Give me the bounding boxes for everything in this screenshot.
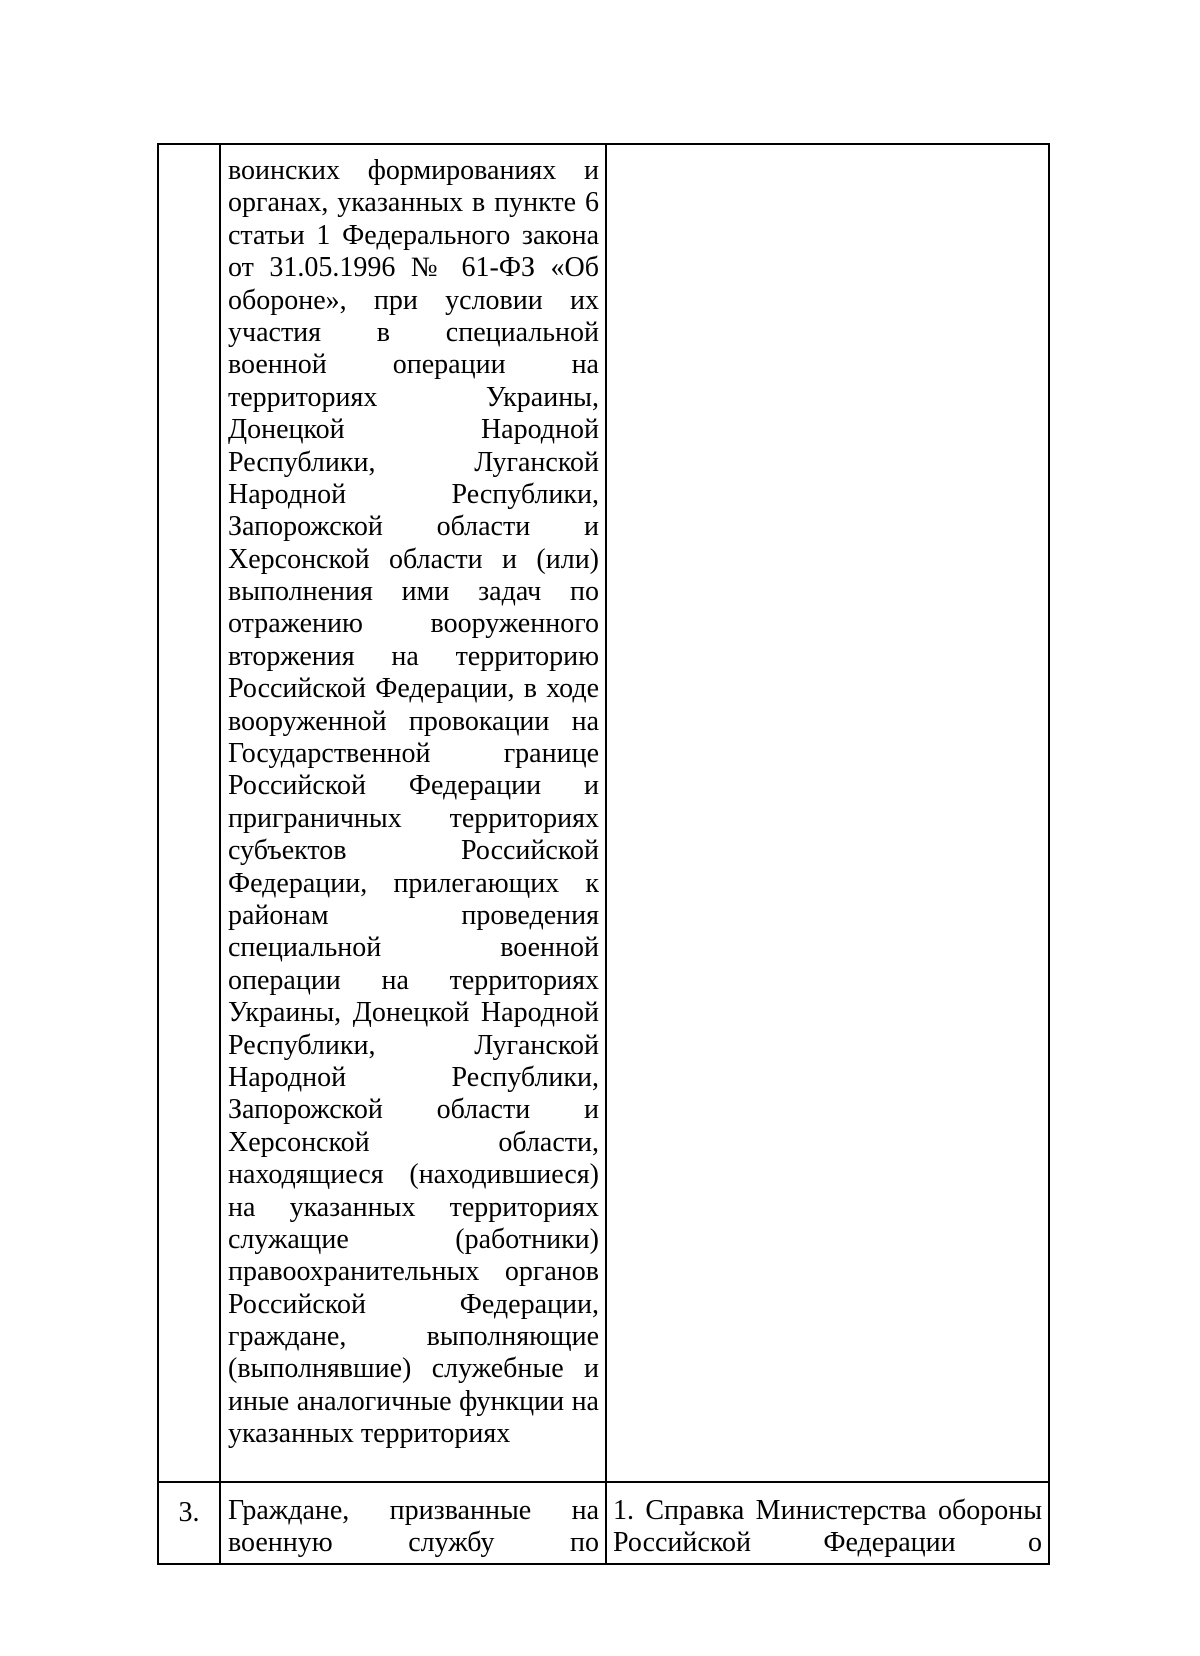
text-line: районам проведения bbox=[228, 899, 599, 931]
text-line: иные аналогичные функции на bbox=[228, 1385, 599, 1417]
text-line: от 31.05.1996 № 61-ФЗ «Об bbox=[228, 252, 599, 284]
text-line: отражению вооруженного bbox=[228, 608, 599, 640]
text-line: статьи 1 Федерального закона bbox=[228, 219, 599, 251]
text-line: Народной Республики, bbox=[228, 1061, 599, 1093]
text-line: правоохранительных органов bbox=[228, 1256, 599, 1288]
text-line: граждане, выполняющие bbox=[228, 1321, 599, 1353]
category-cell bbox=[220, 144, 606, 1482]
text-line: Федерации, прилегающих к bbox=[228, 867, 599, 899]
table-row bbox=[158, 1482, 1049, 1564]
text-line: приграничных территориях bbox=[228, 802, 599, 834]
text-line: Запорожской области и bbox=[228, 511, 599, 543]
text-line: военной операции на bbox=[228, 349, 599, 381]
text-line: Государственной границе bbox=[228, 738, 599, 770]
documents-cell bbox=[606, 1482, 1049, 1564]
text-line: Российской Федерации и bbox=[228, 770, 599, 802]
text-line: субъектов Российской bbox=[228, 835, 599, 867]
text-line: территориях Украины, bbox=[228, 381, 599, 413]
text-line: органах, указанных в пункте 6 bbox=[228, 187, 599, 219]
text-line: Херсонской области, bbox=[228, 1126, 599, 1158]
documents-cell bbox=[606, 144, 1049, 1482]
text-line: операции на территориях bbox=[228, 964, 599, 996]
text-line: Граждане, призванные на bbox=[228, 1495, 599, 1526]
text-line: воинских формированиях и bbox=[228, 155, 599, 186]
text-line: 1. Справка Министерства обороны bbox=[613, 1495, 1042, 1526]
text-line: Российской Федерации, bbox=[228, 1288, 599, 1320]
table-row bbox=[158, 144, 1049, 1482]
text-line: участия в специальной bbox=[228, 316, 599, 348]
document-table bbox=[157, 143, 1050, 1565]
text-line: Республики, Луганской bbox=[228, 1029, 599, 1061]
text-line: обороне», при условии их bbox=[228, 284, 599, 316]
text-line: военную службу по bbox=[228, 1527, 599, 1559]
text-line: Российской Федерации о bbox=[613, 1527, 1042, 1559]
text-line: Российской Федерации, в ходе bbox=[228, 673, 599, 705]
text-line: Херсонской области и (или) bbox=[228, 543, 599, 575]
text-line: на указанных территориях bbox=[228, 1191, 599, 1223]
text-line: специальной военной bbox=[228, 932, 599, 964]
text-line: (выполнявшие) служебные и bbox=[228, 1353, 599, 1385]
text-line: Украины, Донецкой Народной bbox=[228, 997, 599, 1029]
text-line: Запорожской области и bbox=[228, 1094, 599, 1126]
text-line: вооруженной провокации на bbox=[228, 705, 599, 737]
text-line: вторжения на территорию bbox=[228, 640, 599, 672]
text-line: указанных территориях bbox=[228, 1418, 511, 1450]
row-number-cell bbox=[158, 144, 220, 1482]
text-line: выполнения ими задач по bbox=[228, 576, 599, 608]
row-number-cell: 3. bbox=[158, 1482, 220, 1564]
text-line: Республики, Луганской bbox=[228, 446, 599, 478]
text-line: служащие (работники) bbox=[228, 1223, 599, 1255]
text-line: находящиеся (находившиеся) bbox=[228, 1159, 599, 1191]
category-cell bbox=[220, 1482, 606, 1564]
text-line: Донецкой Народной bbox=[228, 414, 599, 446]
text-line: Народной Республики, bbox=[228, 478, 599, 510]
